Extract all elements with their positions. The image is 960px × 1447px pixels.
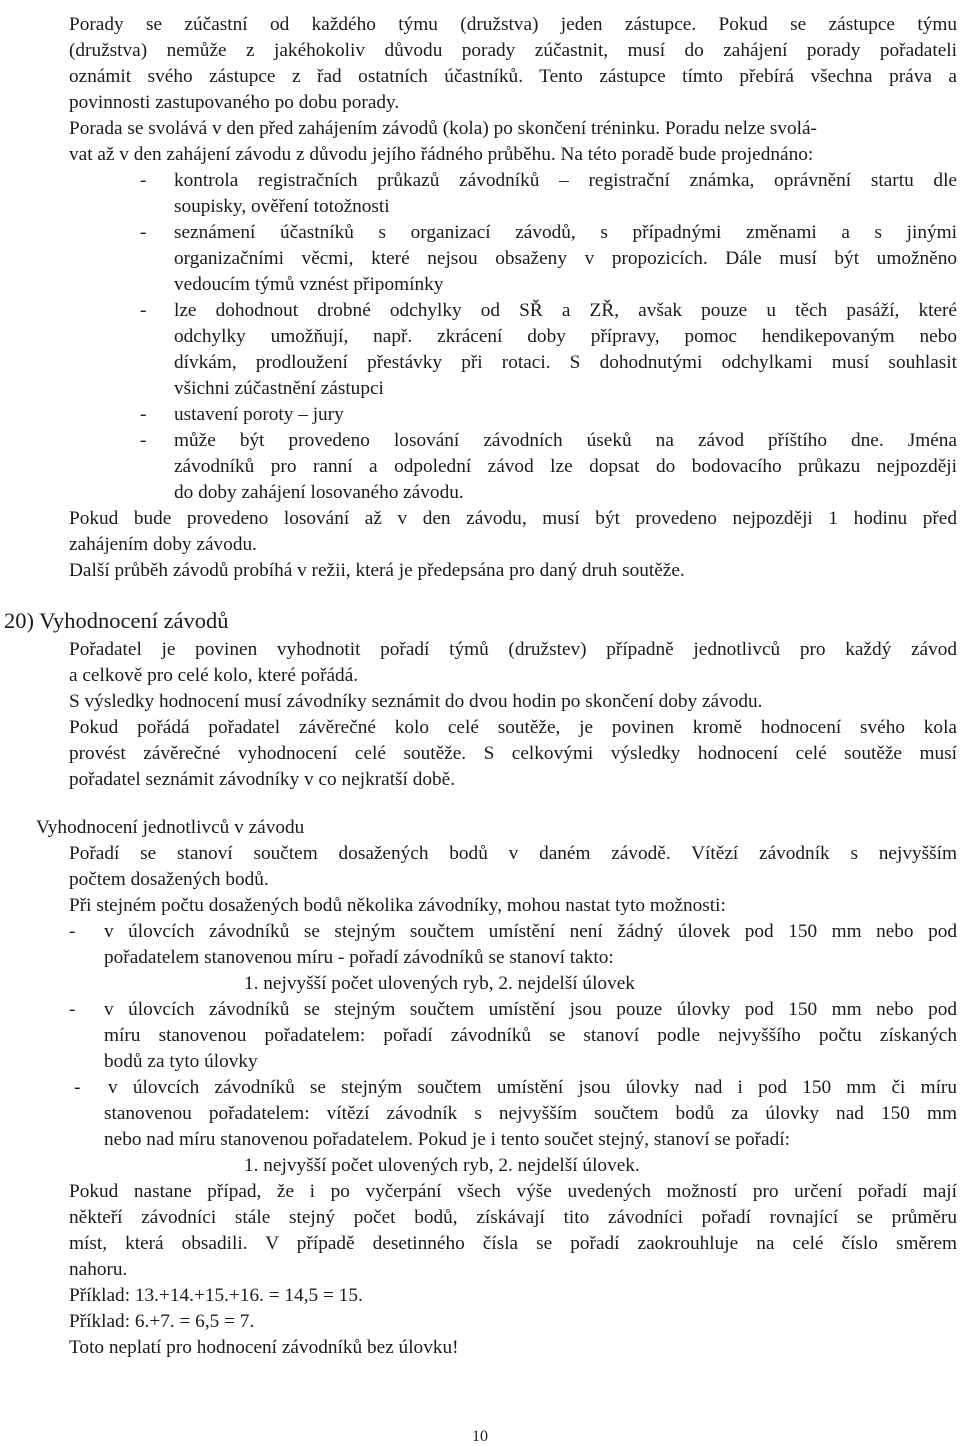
text-line: v úlovcích závodníků se stejným součtem umístění jsou úlovky nad i pod 150 mm či míru [108, 1077, 957, 1098]
text-line: míst, která obsadili. V případě desetinného čísla se pořadí zaokrouhluje na celé číslo směrem [69, 1233, 957, 1254]
text-line: Toto neplatí pro hodnocení závodníků bez úlovku! [69, 1337, 459, 1358]
text-line: někteří závodníci stále stejný počet bodů, získávají tito závodníci pořadí rovnající se průměru [69, 1207, 957, 1228]
text-line: organizačními věcmi, které nejsou obsaženy v propozicích. Dále musí být umožněno [174, 248, 957, 269]
text-line: Pokud bude provedeno losování až v den závodu, musí být provedeno nejpozději 1 hodinu před [69, 508, 957, 529]
text-line: Porady se zúčastní od každého týmu (družstva) jeden zástupce. Pokud se zástupce týmu [69, 14, 957, 35]
list-bullet: - [140, 300, 147, 321]
text-line: seznámení účastníků s organizací závodů, s případnými změnami a s jinými [174, 222, 957, 243]
text-line: soupisky, ověření totožnosti [174, 196, 390, 217]
text-line: Porada se svolává v den před zahájením závodů (kola) po skončení tréninku. Poradu nelze svolá- [69, 118, 817, 139]
page-number: 10 [472, 1428, 488, 1445]
text-line: Pokud pořádá pořadatel závěrečné kolo celé soutěže, je povinen kromě hodnocení svého kola [69, 717, 957, 738]
text-line: oznámit svého zástupce z řad ostatních účastníků. Tento zástupce tímto přebírá všechna práva a [69, 66, 957, 87]
text-line: může být provedeno losování závodních úseků na závod příštího dne. Jména [174, 430, 957, 451]
list-bullet: - [140, 222, 147, 243]
text-line: vat až v den zahájení závodu z důvodu jejího řádného průběhu. Na této poradě bude projednáno: [69, 144, 814, 165]
text-line: nebo nad míru stanovenou pořadatelem. Pokud je i tento součet stejný, stanoví se pořadí: [104, 1129, 790, 1150]
section-heading: 20) Vyhodnocení závodů [4, 608, 229, 633]
text-line: lze dohodnout drobné odchylky od SŘ a ZŘ, avšak pouze u těch pasáží, které [174, 300, 957, 321]
text-line: v úlovcích závodníků se stejným součtem umístění není žádný úlovek pod 150 mm nebo pod [104, 921, 957, 942]
list-bullet: - [69, 999, 76, 1020]
text-line: počtem dosažených bodů. [69, 869, 269, 890]
text-line: (družstva) nemůže z jakéhokoliv důvodu porady zúčastnit, musí do zahájení porady pořadateli [69, 40, 957, 61]
list-bullet: - [140, 170, 147, 191]
text-line: 1. nejvyšší počet ulovených ryb, 2. nejdelší úlovek [244, 973, 635, 994]
text-line: S výsledky hodnocení musí závodníky seznámit do dvou hodin po skončení doby závodu. [69, 691, 763, 712]
text-line: povinnosti zastupovaného po dobu porady. [69, 92, 400, 113]
text-line: a celkově pro celé kolo, které pořádá. [69, 665, 359, 686]
text-line: Při stejném počtu dosažených bodů několika závodníky, mohou nastat tyto možnosti: [69, 895, 726, 916]
text-line: odchylky umožňují, např. zkrácení doby přípravy, pomoc hendikepovaným nebo [174, 326, 957, 347]
text-line: Příklad: 13.+14.+15.+16. = 14,5 = 15. [69, 1285, 363, 1306]
text-line: Další průběh závodů probíhá v režii, která je předepsána pro daný druh soutěže. [69, 560, 685, 581]
text-line: pořadatel seznámit závodníky v co nejkratší době. [69, 769, 456, 790]
list-bullet: - [140, 404, 147, 425]
text-line: Pokud nastane případ, že i po vyčerpání všech výše uvedených možností pro určení pořadí mají [69, 1181, 957, 1202]
text-line: v úlovcích závodníků se stejným součtem umístění jsou pouze úlovky pod 150 mm nebo pod [104, 999, 957, 1020]
text-line: dívkám, prodloužení přestávky při rotaci. S dohodnutými odchylkami musí souhlasit [174, 352, 957, 373]
text-line: kontrola registračních průkazů závodníků – registrační známka, oprávnění startu dle [174, 170, 957, 191]
list-bullet: - [140, 430, 147, 451]
text-line: všichni zúčastnění zástupci [174, 378, 384, 399]
text-line: zahájením doby závodu. [69, 534, 257, 555]
text-line: nahoru. [69, 1259, 128, 1280]
list-bullet: - [69, 921, 76, 942]
text-line: bodů za tyto úlovky [104, 1051, 258, 1072]
text-line: provést závěrečné vyhodnocení celé soutěže. S celkovými výsledky hodnocení celé soutěže musí [69, 743, 957, 764]
text-line: ustavení poroty – jury [174, 404, 344, 425]
text-line: Vyhodnocení jednotlivců v závodu [36, 817, 305, 838]
text-line: pořadatelem stanovenou míru - pořadí závodníků se stanoví takto: [104, 947, 614, 968]
text-line: stanovenou pořadatelem: vítězí závodník s nejvyšším součtem bodů za úlovky nad 150 mm [104, 1103, 957, 1124]
text-line: do doby zahájení losovaného závodu. [174, 482, 464, 503]
text-line: Pořadí se stanoví součtem dosažených bodů v daném závodě. Vítězí závodník s nejvyšším [69, 843, 957, 864]
text-line: Příklad: 6.+7. = 6,5 = 7. [69, 1311, 255, 1332]
text-line: 1. nejvyšší počet ulovených ryb, 2. nejdelší úlovek. [244, 1155, 640, 1176]
text-line: závodníků pro ranní a odpolední závod lze dopsat do bodovacího průkazu nejpozději [174, 456, 957, 477]
text-line: Pořadatel je povinen vyhodnotit pořadí týmů (družstev) případně jednotlivců pro každý závod [69, 639, 957, 660]
list-bullet: - [74, 1077, 81, 1098]
text-line: vedoucím týmů vznést připomínky [174, 274, 444, 295]
text-line: míru stanovenou pořadatelem: pořadí závodníků se stanoví podle nejvyššího počtu získaných [104, 1025, 957, 1046]
